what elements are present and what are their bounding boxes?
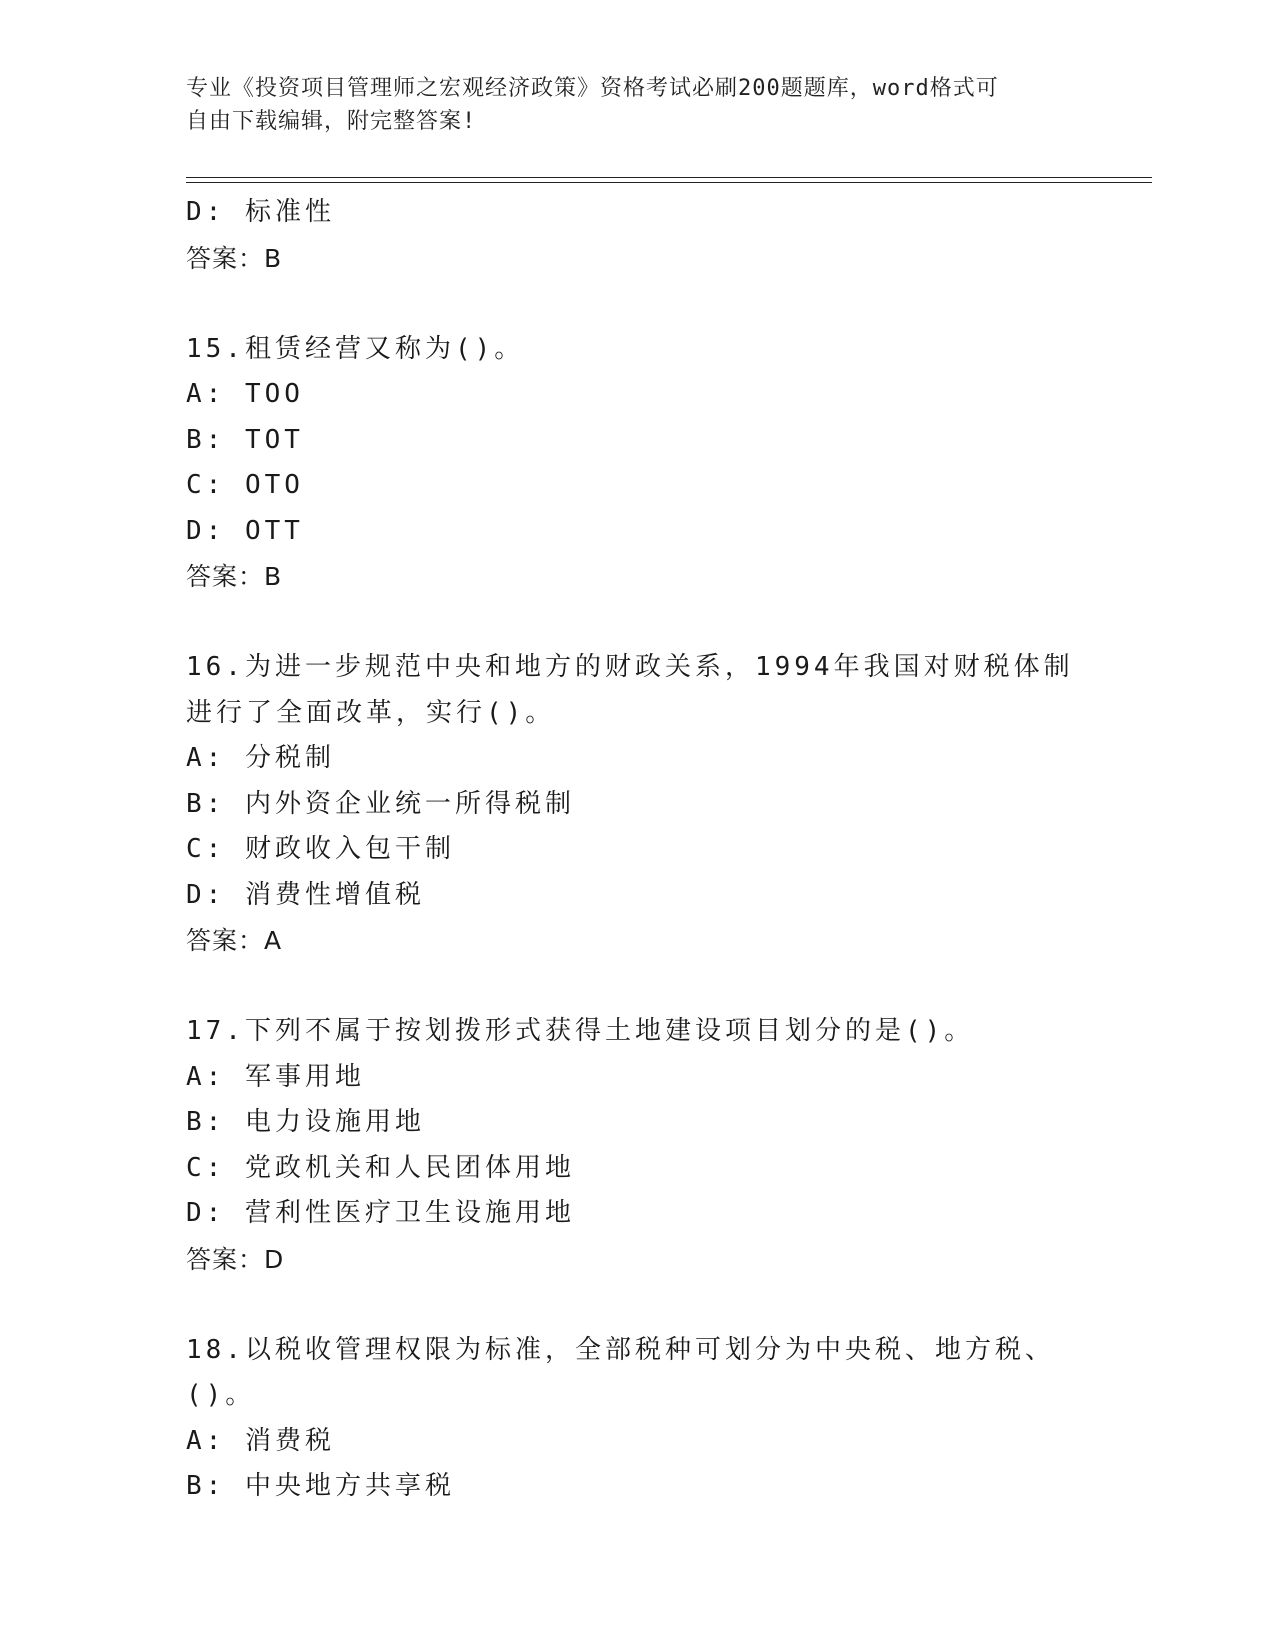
- question-text: 15.租赁经营又称为()。: [186, 333, 525, 364]
- option-b: B: 中央地方共享税: [186, 1471, 455, 1501]
- page-header: [186, 72, 1066, 138]
- question-text: 17.下列不属于按划拨形式获得土地建设项目划分的是()。: [186, 1016, 975, 1046]
- question-text: 16.为进一步规范中央和地方的财政关系，1994年我国对财税体制进行了全面改革，实行()。: [186, 652, 1074, 728]
- option-d: D: 标准性: [186, 197, 335, 227]
- question-list: [186, 190, 1126, 1510]
- option-a: A: 军事用地: [186, 1061, 365, 1092]
- option-c: C: 党政机关和人民团体用地: [186, 1152, 575, 1183]
- option-a: A: 分税制: [186, 743, 335, 773]
- header-divider: [186, 177, 1152, 183]
- option-a: A: 消费税: [186, 1425, 335, 1456]
- option-d: D: OTT: [186, 515, 304, 546]
- answer: 答案：B: [186, 243, 283, 273]
- option-d: D: 消费性增值税: [186, 879, 425, 910]
- option-c: C: 财政收入包干制: [186, 834, 455, 864]
- answer: 答案：A: [186, 926, 283, 955]
- answer: 答案：D: [186, 1244, 285, 1274]
- option-c: C: OTO: [186, 470, 304, 500]
- header-line-1: 专业《投资项目管理师之宏观经济政策》资格考试必刷200题题库，word格式可: [186, 76, 999, 101]
- option-b: B: TOT: [186, 424, 304, 455]
- question-text: 18.以税收管理权限为标准，全部税种可划分为中央税、地方税、()。: [186, 1334, 1055, 1410]
- option-d: D: 营利性医疗卫生设施用地: [186, 1198, 575, 1228]
- option-b: B: 电力设施用地: [186, 1107, 425, 1137]
- option-a: A: TOO: [186, 379, 304, 409]
- option-b: B: 内外资企业统一所得税制: [186, 788, 575, 819]
- answer: 答案：B: [186, 562, 283, 591]
- header-line-2: 自由下载编辑，附完整答案!: [186, 109, 477, 134]
